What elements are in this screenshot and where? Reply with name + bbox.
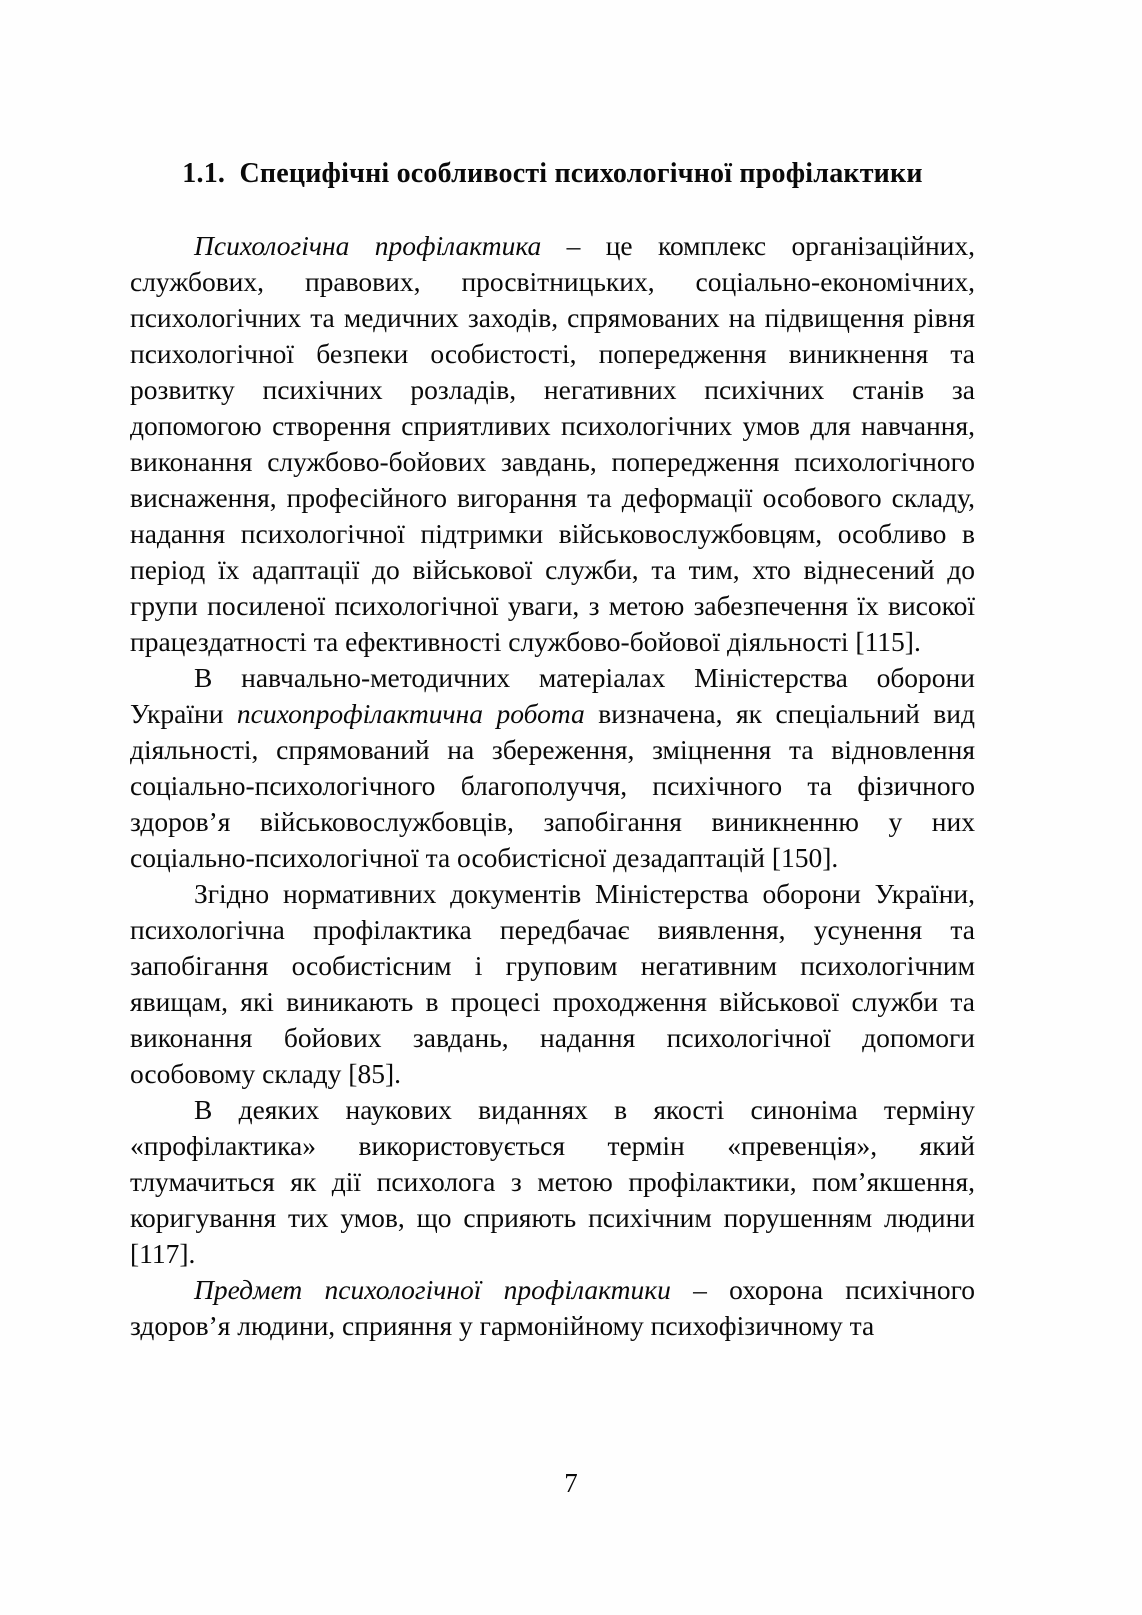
body-text xyxy=(130,228,975,1344)
text-segment: – охорона психічного здоров’я людини, сприяння у гармонійному психофізичному та xyxy=(130,1274,975,1341)
italic-text-segment: Психологічна профілактика xyxy=(194,230,542,261)
section-heading: 1.1. Специфічні особливості психологічної профілактики xyxy=(182,158,923,189)
text-segment: визначена, як спеціальний вид діяльності, спрямований на збереження, зміцнення та відновлення соціально-психологічного благополуччя, психічного та фізичного здоров’я військовослужбовців, запобігання виникненню у них соціально-психологічної та особистісної дезадаптацій [150]. xyxy=(130,698,975,873)
italic-text-segment: Предмет психологічної профілактики xyxy=(194,1274,671,1305)
text-segment: Згідно нормативних документів Міністерства оборони України, психологічна профілактика передбачає виявлення, усунення та запобігання особистісним і груповим негативним психологічним явищам, які виникають в процесі проходження військової служби та виконання бойових завдань, надання психологічної допомоги особовому складу [85]. xyxy=(130,878,975,1089)
paragraph xyxy=(130,660,975,876)
paragraph xyxy=(130,876,975,1092)
text-segment: – це комплекс організаційних, службових, правових, просвітницьких, соціально-економічних, психологічних та медичних заходів, спрямованих на підвищення рівня психологічної безпеки особистості, попередження виникнення та розвитку психічних розладів, негативних психічних станів за допомогою створення сприятливих психологічних умов для навчання, виконання службово-бойових завдань, попередження психологічного виснаження, професійного вигорання та деформації особового складу, надання психологічної підтримки військовослужбовцям, особливо в період їх адаптації до військової служби, та тим, хто віднесений до групи посиленої психологічної уваги, з метою забезпечення їх високої працездатності та ефективності службово-бойової діяльності [115]. xyxy=(130,230,975,657)
paragraph xyxy=(130,1092,975,1272)
paragraph xyxy=(130,1272,975,1344)
italic-text-segment: психопрофілактична робота xyxy=(236,698,585,729)
text-segment: В навчально-методичних матеріалах Міністерства оборони України xyxy=(130,662,975,729)
paragraph xyxy=(130,228,975,660)
page-number: 7 xyxy=(564,1468,578,1498)
text-segment: В деяких наукових виданнях в якості синоніма терміну «профілактика» використовується термін «превенція», який тлумачиться як дії психолога з метою профілактики, пом’якшення, коригування тих умов, що сприяють психічним порушенням людини [117]. xyxy=(130,1094,975,1269)
